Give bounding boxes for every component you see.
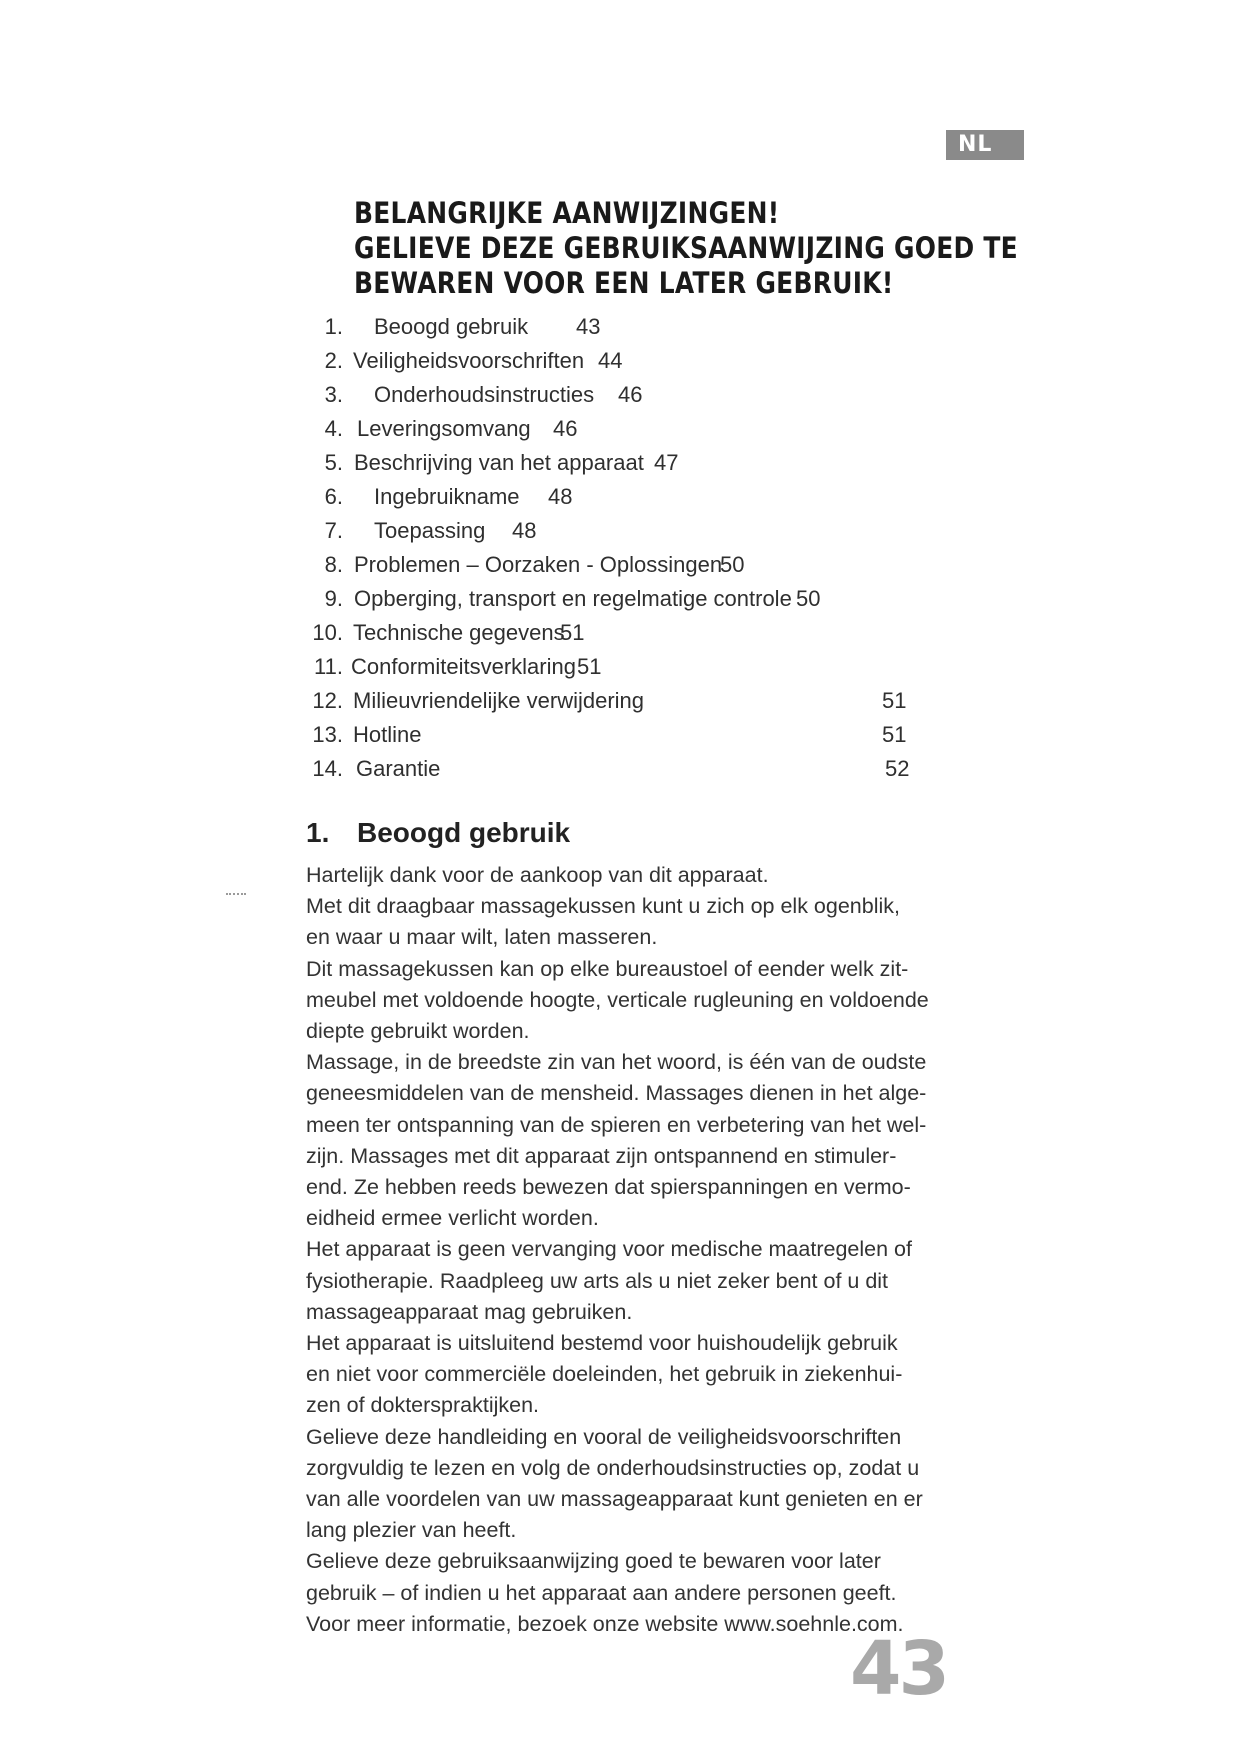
toc-title: Beschrijving van het apparaat — [354, 450, 644, 475]
toc-title: Garantie — [356, 756, 441, 781]
toc-page: 43 — [576, 314, 601, 339]
toc-page: 48 — [548, 484, 573, 509]
body-line: geneesmiddelen van de mensheid. Massages dienen in het alge- — [306, 1081, 927, 1106]
body-line: Dit massagekussen kan op elke bureaustoel of eender welk zit- — [306, 956, 909, 981]
toc-number: 6. — [324, 484, 343, 509]
section-title: Beoogd gebruik — [357, 817, 571, 848]
toc-title: Milieuvriendelijke verwijdering — [353, 688, 645, 713]
page-number: 43 — [850, 1626, 947, 1712]
toc-title: Ingebruikname — [374, 484, 520, 509]
toc-title: Hotline — [353, 722, 422, 747]
language-badge: NL — [946, 130, 1024, 160]
body-line: van alle voordelen van uw massageapparaat kunt genieten en er — [306, 1487, 923, 1512]
body-line: gebruik – of indien u het apparaat aan andere personen geeft. — [306, 1580, 897, 1605]
body-line: Voor meer informatie, bezoek onze website www.soehnle.com. — [306, 1611, 904, 1636]
body-line: meen ter ontspanning van de spieren en verbetering van het wel- — [306, 1112, 927, 1137]
toc-title: Conformiteitsverklaring — [351, 654, 576, 679]
body-line: en waar u maar wilt, laten masseren. — [306, 925, 658, 950]
body-line: Het apparaat is uitsluitend bestemd voor huishoudelijk gebruik — [306, 1331, 898, 1356]
headline-line: BELANGRIJKE AANWIJZINGEN! — [354, 196, 780, 230]
body-line: end. Ze hebben reeds bewezen dat spierspanningen en vermo- — [306, 1175, 911, 1200]
toc-number: 9. — [324, 586, 343, 611]
toc-title: Leveringsomvang — [357, 416, 531, 441]
body-line: zijn. Massages met dit apparaat zijn ontspannend en stimuler- — [306, 1143, 897, 1168]
body-line: Het apparaat is geen vervanging voor medische maatregelen of — [306, 1237, 912, 1262]
toc-title: Problemen – Oorzaken - Oplossingen — [354, 552, 723, 577]
toc-title: Opberging, transport en regelmatige controle — [354, 586, 792, 611]
toc-number: 13. — [312, 722, 343, 747]
section-body — [306, 860, 946, 1640]
toc-number: 14. — [312, 756, 343, 781]
toc-page: 51 — [560, 620, 585, 645]
body-line: Hartelijk dank voor de aankoop van dit apparaat. — [306, 863, 769, 887]
toc-title: Toepassing — [374, 518, 486, 543]
body-line: fysiotherapie. Raadpleeg uw arts als u niet zeker bent of u dit — [306, 1268, 889, 1293]
toc-number: 11. — [314, 654, 343, 679]
important-notice-headline — [354, 196, 1018, 301]
body-line: lang plezier van heeft. — [306, 1518, 517, 1543]
headline-line: GELIEVE DEZE GEBRUIKSAANWIJZING GOED TE — [354, 231, 1018, 265]
toc-page: 46 — [553, 416, 578, 441]
toc-number: 7. — [324, 518, 343, 543]
toc-page: 46 — [618, 382, 643, 407]
body-line: eidheid ermee verlicht worden. — [306, 1206, 599, 1231]
toc-number: 3. — [324, 382, 343, 407]
toc-number: 2. — [324, 348, 343, 373]
body-line: zen of dokterspraktijken. — [306, 1393, 540, 1418]
body-line: zorgvuldig te lezen en volg de onderhoudsinstructies op, zodat u — [306, 1455, 920, 1480]
body-line: Gelieve deze handleiding en vooral de veiligheidsvoorschriften — [306, 1424, 902, 1449]
toc-page: 51 — [577, 654, 602, 679]
toc-title: Veiligheidsvoorschriften — [353, 348, 585, 373]
toc-title: Beoogd gebruik — [374, 314, 529, 339]
section-number: 1. — [306, 817, 330, 848]
toc-number: 8. — [324, 552, 343, 577]
toc-page: 50 — [796, 586, 821, 611]
body-line: Gelieve deze gebruiksaanwijzing goed te bewaren voor later — [306, 1549, 881, 1574]
toc-page: 52 — [885, 756, 910, 781]
toc-page: 51 — [882, 722, 907, 747]
toc-number: 1. — [324, 314, 343, 339]
toc-title: Onderhoudsinstructies — [374, 382, 595, 407]
toc-number: 10. — [312, 620, 343, 645]
body-line: Massage, in de breedste zin van het woord, is één van de oudste — [306, 1050, 927, 1075]
toc-number: 12. — [312, 688, 343, 713]
body-line: diepte gebruikt worden. — [306, 1019, 530, 1044]
toc-page: 47 — [654, 450, 679, 475]
toc-title: Technische gegevens — [353, 620, 565, 645]
toc-number: 5. — [324, 450, 343, 475]
toc-page: 44 — [598, 348, 623, 373]
section-heading — [306, 817, 570, 849]
headline-line: BEWAREN VOOR EEN LATER GEBRUIK! — [354, 266, 894, 300]
body-line: Met dit draagbaar massagekussen kunt u zich op elk ogenblik, — [306, 894, 900, 919]
body-line: en niet voor commerciële doeleinden, het gebruik in ziekenhui- — [306, 1362, 903, 1387]
margin-mark — [226, 893, 246, 895]
toc-page: 51 — [882, 688, 907, 713]
body-line: meubel met voldoende hoogte, verticale rugleuning en voldoende — [306, 987, 929, 1012]
toc-page: 50 — [720, 552, 745, 577]
toc-page: 48 — [512, 518, 537, 543]
toc-number: 4. — [324, 416, 343, 441]
body-line: massageapparaat mag gebruiken. — [306, 1299, 633, 1324]
